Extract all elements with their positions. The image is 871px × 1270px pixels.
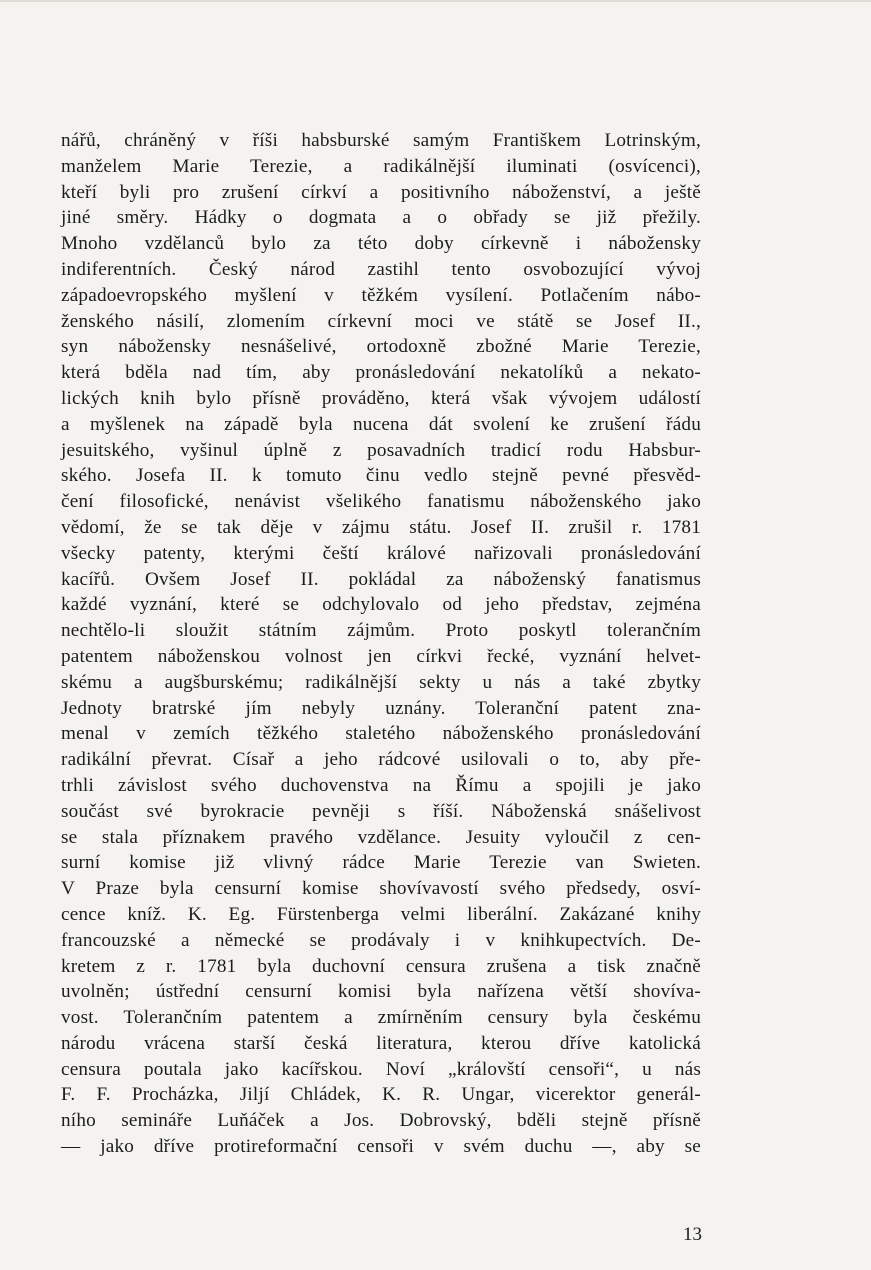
text-line: ského. Josefa II. k tomuto činu vedlo stejně pevné přesvěd- — [61, 465, 701, 487]
text-line: kteří byli pro zrušení církví a positivního náboženství, a ještě — [61, 181, 701, 203]
text-line: syn nábožensky nesnášelivé, ortodoxně zbožné Marie Terezie, — [61, 336, 701, 358]
text-line: lických knih bylo přísně prováděno, která však vývojem událostí — [61, 387, 701, 409]
text-line: všecky patenty, kterými čeští králové nařizovali pronásledování — [61, 542, 701, 564]
text-line: francouzské a německé se prodávaly i v knihkupectvích. De- — [61, 929, 701, 951]
text-line: — jako dříve protireformační censoři v svém duchu —, aby se — [61, 1136, 701, 1158]
text-line: součást své byrokracie pevněji s říší. Náboženská snášelivost — [61, 800, 701, 822]
text-line: censura poutala jako kacířskou. Noví „královští censoři“, u nás — [61, 1058, 701, 1080]
text-line: národu vrácena starší česká literatura, kterou dříve katolická — [61, 1032, 701, 1054]
text-line: nářů, chráněný v říši habsburské samým Františkem Lotrinským, — [61, 130, 701, 151]
text-line: radikální převrat. Císař a jeho rádcové usilovali o to, aby pře- — [61, 749, 701, 771]
text-line: ženského násilí, zlomením církevní moci ve státě se Josef II., — [61, 310, 701, 332]
text-line: skému a augšburskému; radikálnější sekty u nás a také zbytky — [61, 671, 701, 693]
text-line: kacířů. Ovšem Josef II. pokládal za náboženský fanatismus — [61, 568, 701, 590]
text-line: jiné směry. Hádky o dogmata a o obřady se již přežily. — [61, 207, 701, 229]
text-line: se stala příznakem pravého vzdělance. Jesuity vyloučil z cen- — [61, 826, 701, 848]
body-text — [61, 128, 701, 1160]
text-line: a myšlenek na západě byla nucena dát svolení ke zrušení řádu — [61, 413, 701, 435]
text-line: F. F. Procházka, Jiljí Chládek, K. R. Ungar, vicerektor generál- — [61, 1084, 701, 1106]
text-line: čení filosofické, nenávist všelikého fanatismu náboženského jako — [61, 491, 701, 513]
text-line: vědomí, že se tak děje v zájmu státu. Josef II. zrušil r. 1781 — [61, 516, 701, 538]
text-line: jesuitského, vyšinul úplně z posavadních tradicí rodu Habsbur- — [61, 439, 701, 461]
text-line: indiferentních. Český národ zastihl tento osvobozující vývoj — [61, 258, 701, 280]
text-line: Mnoho vzdělanců bylo za této doby církevně i nábožensky — [61, 233, 701, 255]
text-line: trhli závislost svého duchovenstva na Římu a spojili je jako — [61, 774, 701, 796]
text-line: menal v zemích těžkého staletého náboženského pronásledování — [61, 723, 701, 745]
text-line: ního semináře Luňáček a Jos. Dobrovský, bděli stejně přísně — [61, 1110, 701, 1132]
text-line: patentem náboženskou volnost jen církvi řecké, vyznání helvet- — [61, 645, 701, 667]
text-line: nechtělo-li sloužit státním zájmům. Proto poskytl tolerančním — [61, 620, 701, 642]
text-line: každé vyznání, které se odchylovalo od jeho představ, zejména — [61, 594, 701, 616]
text-line: V Praze byla censurní komise shovívavostí svého předsedy, osví- — [61, 878, 701, 900]
text-line: uvolněn; ústřední censurní komisi byla nařízena větší shovíva- — [61, 981, 701, 1003]
text-line: cence kníž. K. Eg. Fürstenberga velmi liberální. Zakázané knihy — [61, 903, 701, 925]
page-number: 13 — [683, 1224, 702, 1245]
text-line: manželem Marie Terezie, a radikálnější iluminati (osvícenci), — [61, 155, 701, 177]
text-line: která bděla nad tím, aby pronásledování nekatolíků a nekato- — [61, 362, 701, 384]
text-line: západoevropského myšlení v těžkém vysílení. Potlačením nábo- — [61, 284, 701, 306]
text-line: surní komise již vlivný rádce Marie Terezie van Swieten. — [61, 852, 701, 874]
text-line: kretem z r. 1781 byla duchovní censura zrušena a tisk značně — [61, 955, 701, 977]
text-line: vost. Tolerančním patentem a zmírněním censury byla českému — [61, 1007, 701, 1029]
text-line: Jednoty bratrské jím nebyly uznány. Toleranční patent zna- — [61, 697, 701, 719]
